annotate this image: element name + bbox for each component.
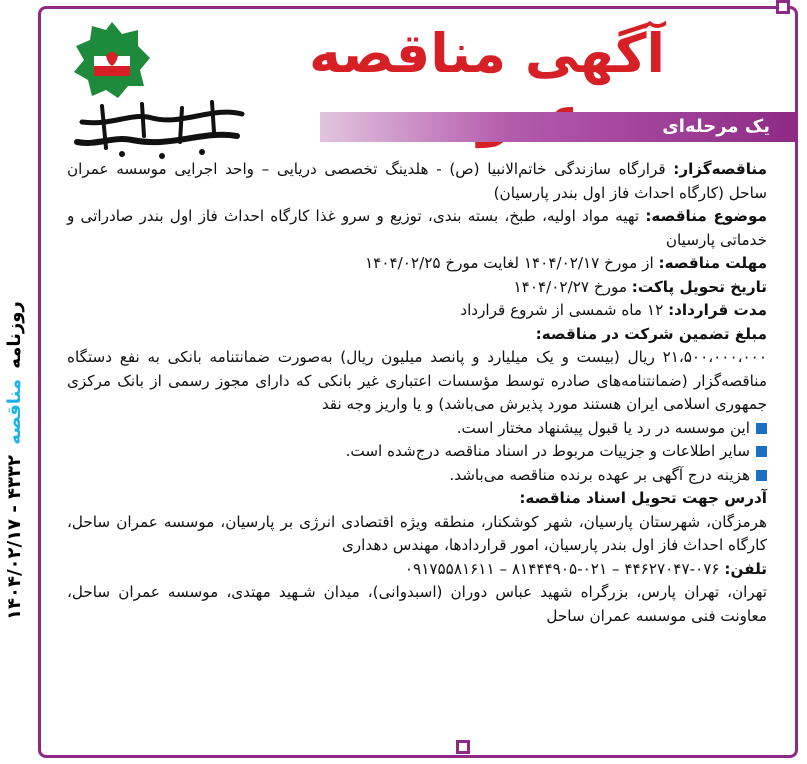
- guarantee-label: مبلغ تضمین شرکت در مناقصه:: [535, 324, 767, 343]
- guarantee-row: [67, 323, 767, 347]
- delivery-row: [67, 276, 767, 300]
- frame-corner-square: [776, 0, 790, 14]
- bullet-text: هزینه درج آگهی بر عهده برنده مناقصه می‌باشد.: [449, 465, 750, 484]
- subject-row: [67, 205, 767, 252]
- bullet-item: [67, 464, 767, 488]
- duration-label: مدت قرارداد:: [668, 301, 767, 319]
- ad-title: آگهی مناقصه: [308, 22, 666, 85]
- tehran-address: تهران، تهران پارس، بزرگراه شهید عباس دوران (اسبدوانی)، میدان شـهید مهتدی، موسسه عمران ساحل، معاونت فنی موسسه عمران ساحل: [67, 583, 767, 625]
- duration-value: ۱۲ ماه شمسی از شروع قرارداد: [460, 301, 664, 319]
- address-value: هرمزگان، شهرستان پارسیان، شهر کوشکنار، منطقه ویژه اقتصادی انرژی بر پارسیان، موسسه عمران ساحل، کارگاه احداث فاز اول بندر پارسیان، امور قراردادها، مهندس دهداری: [67, 512, 767, 554]
- newspaper-side-caption: [4, 301, 25, 620]
- newspaper-brand: مناقصه: [4, 379, 25, 445]
- organizer-value: قرارگاه سازندگی خاتم‌الانبیا (ص) - هلدینگ تخصصی دریایی – واحد اجرایی موسسه عمران ساحل (کارگاه احداث فاز اول بندر پارسیان): [67, 160, 767, 202]
- organizer-label: مناقصه‌گزار:: [673, 160, 767, 178]
- stage-badge: یک مرحله‌ای: [320, 112, 798, 142]
- phone-value: ۰۷۶-۴۴۶۲۷۰۴۷ – ۰۲۱-۸۱۴۴۴۹۰۵ – ۰۹۱۷۵۵۸۱۶۱۱: [404, 559, 720, 578]
- bullet-text: سایر اطلاعات و جزییات مربوط در اسناد مناقصه درج‌شده است.: [345, 442, 750, 460]
- phone-label: تلفن:: [724, 559, 767, 578]
- square-bullet-icon: [756, 470, 767, 481]
- address-row: [67, 487, 767, 511]
- deadline-label: مهلت مناقصه:: [658, 254, 767, 272]
- phone-row: [67, 558, 767, 582]
- bullet-item: [67, 417, 767, 441]
- side-strip: [0, 0, 38, 764]
- newspaper-name: روزنامه: [4, 301, 25, 369]
- duration-row: [67, 299, 767, 323]
- frame-bottom-square: [456, 740, 470, 754]
- delivery-value: مورخ ۱۴۰۴/۰۲/۲۷: [513, 277, 627, 296]
- ad-body: [67, 158, 767, 628]
- organization-calligraphy-logo: [62, 96, 252, 166]
- square-bullet-icon: [756, 446, 767, 457]
- address-label: آدرس جهت تحویل اسناد مناقصه:: [519, 489, 767, 507]
- delivery-label: تاریخ تحویل پاکت:: [631, 277, 767, 296]
- issue-number-date: ۴۳۳۲ - ۱۴۰۴/۰۲/۱۷: [4, 454, 25, 620]
- subject-value: تهیه مواد اولیه، طبخ، بسته بندی، توزیع و سرو غذا کارگاه احداث فاز اول بندر صادراتی و خدماتی پارسیان: [67, 207, 767, 249]
- iran-emblem-icon: [72, 20, 152, 100]
- square-bullet-icon: [756, 423, 767, 434]
- deadline-row: [67, 252, 767, 276]
- organizer-row: [67, 158, 767, 205]
- bullet-item: [67, 440, 767, 464]
- subject-label: موضوع مناقصه:: [645, 207, 767, 225]
- guarantee-value: ۲۱،۵۰۰،۰۰۰،۰۰۰ ریال (بیست و یک میلیارد و پانصد میلیون ریال) به‌صورت ضمانتنامه بانکی به نفع دستگاه مناقصه‌گزار (ضمانتنامه‌های صادره توسط مؤسسات اعتباری غیر بانکی که دارای مجوز رسمی از بانک مرکزی جمهوری اسلامی ایران هستند مورد پذیرش می‌باشد) و یا واریز وجه نقد: [67, 348, 767, 413]
- bullet-text: این موسسه در رد یا قبول پیشنهاد مختار است.: [456, 418, 750, 437]
- deadline-value: از مورخ ۱۴۰۴/۰۲/۱۷ لغایت مورخ ۱۴۰۴/۰۲/۲۵: [365, 254, 654, 272]
